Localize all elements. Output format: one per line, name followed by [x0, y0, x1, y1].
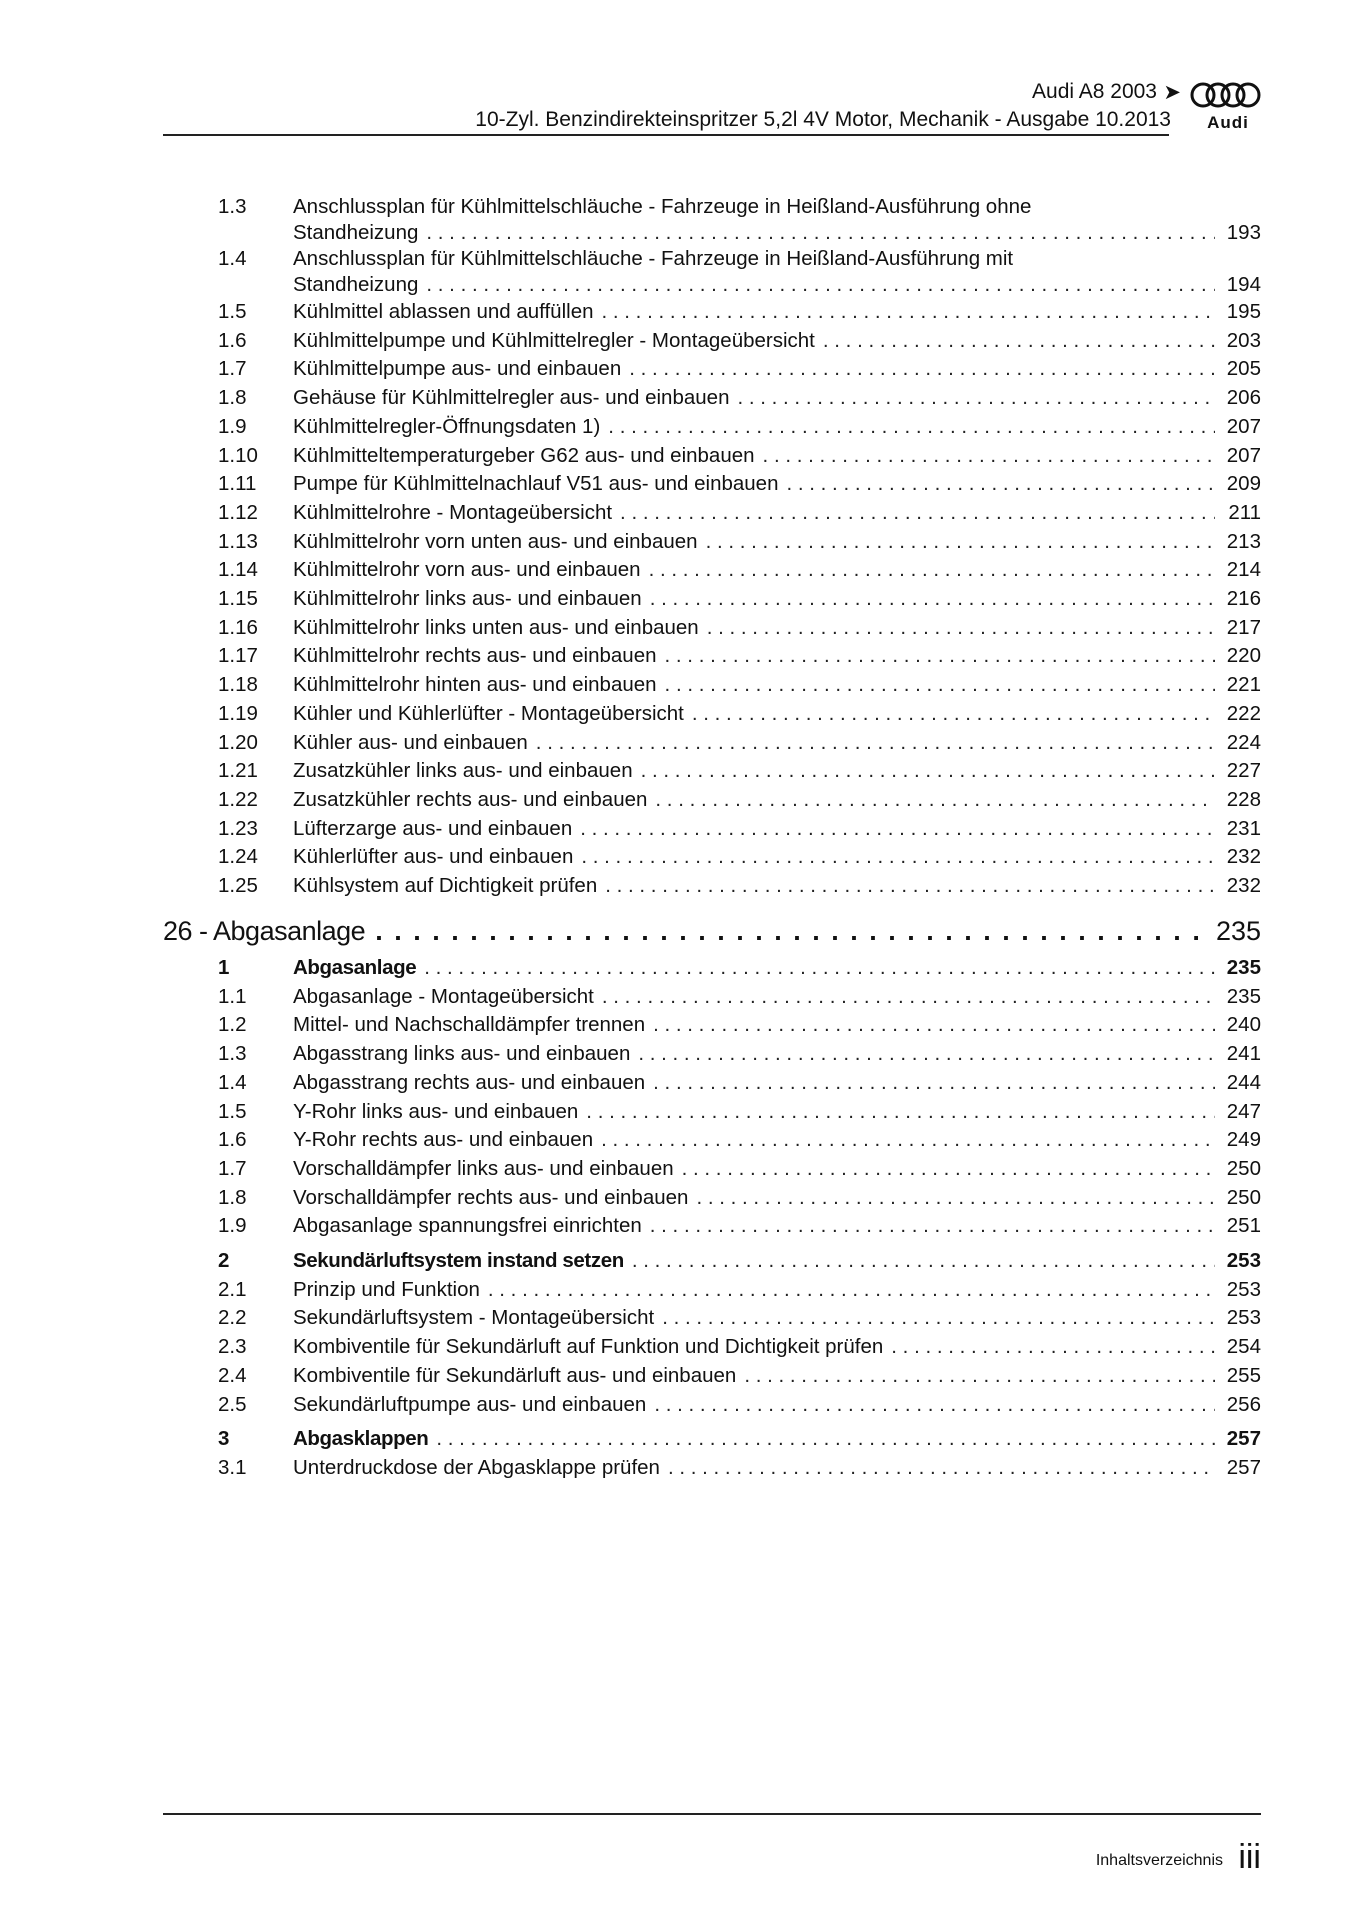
toc-entry-number: 1.20 [218, 730, 258, 754]
toc-entry[interactable] [0, 787, 1357, 813]
toc-entry[interactable] [0, 873, 1357, 899]
toc-entry[interactable] [0, 356, 1357, 382]
toc-entry[interactable] [0, 758, 1357, 784]
toc-entry-page: 256 [1226, 1392, 1261, 1416]
toc-leader-dots [786, 471, 1215, 497]
toc-chapter-title: 26 - Abgasanlage [163, 916, 366, 946]
toc-entry-number: 1.25 [218, 874, 258, 897]
toc-leader-dots [426, 220, 1215, 246]
toc-entry-title: Prinzip und Funktion [293, 1277, 480, 1301]
toc-entry-number: 1.7 [218, 1156, 247, 1180]
toc-leader-dots [602, 984, 1215, 1010]
toc-entry-title: Kühlmittelpumpe und Kühlmittelregler - Montageübersicht [293, 328, 815, 352]
toc-entry-number: 2.1 [218, 1277, 247, 1301]
toc-entry-line [293, 471, 1261, 497]
audi-rings-icon [1188, 80, 1268, 112]
toc-entry-page: 257 [1226, 1455, 1261, 1479]
toc-leader-dots [682, 1156, 1215, 1182]
toc-entry-title: Abgasanlage spannungsfrei einrichten [293, 1214, 642, 1238]
toc-entry-title: Gehäuse für Kühlmittelregler aus- und einbauen [293, 386, 730, 410]
toc-entry-page: 214 [1226, 558, 1261, 582]
toc-entry-title: Kühlmittelrohr links aus- und einbauen [293, 587, 642, 610]
toc-entry-page: 232 [1226, 845, 1261, 869]
toc-entry-number: 1.18 [218, 673, 258, 697]
toc-leader-dots [586, 1099, 1215, 1125]
toc-entry-line [293, 443, 1261, 469]
toc-entry-page: 235 [1226, 956, 1261, 979]
toc-entry-page: 254 [1226, 1335, 1261, 1359]
toc-entry-number: 1.3 [218, 195, 247, 218]
toc-entry[interactable] [0, 414, 1357, 440]
toc-entry-title: Pumpe für Kühlmittelnachlauf V51 aus- und einbauen [293, 472, 779, 496]
toc-leader-dots [436, 1426, 1215, 1452]
toc-entry-page: 207 [1226, 443, 1261, 467]
toc-leader-dots [665, 643, 1215, 669]
toc-entry-number: 1.17 [218, 644, 258, 668]
toc-entry-page: 241 [1226, 1042, 1261, 1066]
footer-page-number: iii [1238, 1838, 1261, 1876]
toc-entry-number: 1.10 [218, 443, 258, 467]
toc-entry[interactable] [0, 272, 1357, 298]
toc-entry-page: 232 [1226, 874, 1261, 897]
toc-entry-page: 257 [1226, 1427, 1261, 1451]
toc-entry-line [293, 1277, 1261, 1303]
toc-leader-dots [601, 1127, 1215, 1153]
toc-entry-line [293, 529, 1261, 555]
toc-entry[interactable] [0, 328, 1357, 354]
toc-entry[interactable] [0, 1041, 1357, 1067]
toc-entry[interactable] [0, 1277, 1357, 1303]
toc-entry[interactable] [0, 220, 1357, 246]
toc-entry-page: 222 [1226, 701, 1261, 725]
toc-entry-page: 255 [1226, 1363, 1261, 1387]
toc-entry-title: Kühlerlüfter aus- und einbauen [293, 845, 574, 869]
toc-entry[interactable] [0, 672, 1357, 698]
toc-entry-line [293, 844, 1261, 870]
toc-entry[interactable] [0, 730, 1357, 756]
toc-entry-number: 1.3 [218, 1042, 247, 1066]
toc-entry-page: 195 [1226, 300, 1261, 323]
toc-entry-line [293, 730, 1261, 756]
toc-entry[interactable] [0, 471, 1357, 497]
toc-entry-line [293, 984, 1261, 1010]
toc-entry-line [293, 586, 1261, 612]
toc-entry-line [293, 1185, 1261, 1211]
toc-entry-number: 1.24 [218, 845, 258, 869]
toc-entry-title: Lüfterzarge aus- und einbauen [293, 816, 573, 840]
toc-entry-line [293, 701, 1261, 727]
toc-entry-line [293, 955, 1261, 981]
toc-entry-line [293, 1248, 1261, 1274]
toc-entry-number: 1.22 [218, 787, 258, 811]
arrow-right-icon: ➤ [1163, 81, 1181, 104]
toc-leader-dots [692, 701, 1215, 727]
toc-entry-page: 251 [1226, 1214, 1261, 1238]
toc-leader-dots [608, 414, 1215, 440]
toc-leader-dots [426, 272, 1215, 298]
toc-entry-line [293, 1334, 1261, 1360]
toc-entry-title: Kühlmittelrohr rechts aus- und einbauen [293, 644, 657, 668]
toc-entry-number: 1.1 [218, 984, 247, 1008]
toc-entry[interactable] [0, 557, 1357, 583]
toc-entry[interactable] [0, 1213, 1357, 1239]
footer-label: Inhaltsverzeichnis [1095, 1852, 1223, 1869]
toc-entry-number: 1.4 [218, 1070, 247, 1094]
toc-entry-title: Kühlmittelrohr hinten aus- und einbauen [293, 673, 657, 697]
toc-entry-page: 213 [1226, 529, 1261, 553]
toc-entry-number: 1.16 [218, 615, 258, 639]
toc-entry-title: Abgasanlage - Montageübersicht [293, 984, 594, 1008]
toc-entry-line [293, 557, 1261, 583]
toc-entry-title: Standheizung [293, 221, 419, 244]
toc-leader-dots [891, 1334, 1215, 1360]
toc-entry-number: 1.12 [218, 500, 258, 524]
toc-entry-title-line: Anschlussplan für Kühlmittelschläuche - Fahrzeuge in Heißland-Ausführung ohne [293, 195, 1032, 218]
toc-entry[interactable] [0, 500, 1357, 526]
toc-entry-title: Kombiventile für Sekundärluft aus- und einbauen [293, 1363, 737, 1387]
toc-entry-number: 3 [218, 1427, 230, 1451]
toc-entry-title: Kühlmittelrohr vorn unten aus- und einbauen [293, 529, 698, 553]
toc-entry-number: 1.14 [218, 558, 258, 582]
toc-entry-line [293, 1213, 1261, 1239]
toc-leader-dots [823, 328, 1215, 354]
toc-entry-line [293, 385, 1261, 411]
toc-entry-title: Abgasstrang links aus- und einbauen [293, 1042, 631, 1066]
toc-entry-page: 244 [1226, 1070, 1261, 1094]
toc-entry-title: Unterdruckdose der Abgasklappe prüfen [293, 1455, 660, 1479]
toc-entry-number: 2.5 [218, 1392, 247, 1416]
toc-entry[interactable] [0, 1099, 1357, 1125]
toc-entry-line [293, 672, 1261, 698]
toc-entry-number: 2 [218, 1249, 230, 1272]
toc-entry-line [293, 1041, 1261, 1067]
toc-leader-dots [655, 787, 1215, 813]
toc-entry-title: Abgasklappen [293, 1427, 429, 1451]
toc-entry-page: 205 [1226, 357, 1261, 381]
toc-entry-number: 1 [218, 956, 230, 979]
toc-leader-dots [665, 672, 1215, 698]
toc-leader-dots [581, 844, 1215, 870]
toc-leader-dots [737, 385, 1215, 411]
toc-entry[interactable] [0, 1012, 1357, 1038]
toc-entry-number: 1.13 [218, 529, 258, 553]
toc-entry-page: 231 [1226, 816, 1261, 840]
toc-leader-dots [696, 1185, 1215, 1211]
toc-entry-title: Vorschalldämpfer rechts aus- und einbauen [293, 1185, 689, 1209]
toc-entry-title: Sekundärluftsystem instand setzen [293, 1249, 624, 1272]
toc-entry[interactable] [0, 1070, 1357, 1096]
toc-entry[interactable] [0, 1334, 1357, 1360]
toc-leader-dots [650, 1213, 1215, 1239]
audi-logo [1188, 80, 1268, 136]
toc-entry-title: Zusatzkühler rechts aus- und einbauen [293, 787, 648, 811]
toc-leader-dots [662, 1305, 1215, 1331]
toc-entry-title: Kühlmittelrohre - Montageübersicht [293, 500, 613, 524]
toc-entry-number: 1.15 [218, 587, 258, 610]
toc-entry-number: 2.3 [218, 1335, 247, 1359]
toc-entry-page: 253 [1226, 1306, 1261, 1330]
toc-entry-page: 250 [1226, 1185, 1261, 1209]
toc-entry-number: 1.6 [218, 1128, 247, 1152]
toc-entry-page: 220 [1226, 644, 1261, 668]
toc-entry-page: 216 [1226, 587, 1261, 610]
toc-entry-title: Zusatzkühler links aus- und einbauen [293, 759, 633, 783]
toc-entry-number: 1.19 [218, 701, 258, 725]
toc-entry-page: 253 [1226, 1249, 1261, 1272]
toc-chapter-line [163, 914, 1261, 948]
toc-leader-dots [602, 299, 1216, 325]
toc-leader-dots [649, 557, 1215, 583]
toc-entry[interactable] [0, 701, 1357, 727]
audi-logo-text: Audi [1207, 113, 1249, 132]
toc-entry-page: 211 [1228, 500, 1261, 524]
toc-leader-dots [632, 1248, 1215, 1274]
toc-entry-number: 1.9 [218, 1214, 247, 1238]
toc-entry-line [293, 1012, 1261, 1038]
toc-entry-line [293, 1426, 1261, 1452]
toc-entry-line [293, 414, 1261, 440]
toc-entry-number: 2.4 [218, 1363, 247, 1387]
toc-entry[interactable] [0, 1156, 1357, 1182]
toc-entry-page: 194 [1226, 273, 1261, 296]
toc-leader-dots [580, 816, 1215, 842]
toc-entry-title: Kühlmittelpumpe aus- und einbauen [293, 357, 622, 381]
toc-leader-dots [629, 356, 1215, 382]
toc-entry-number: 1.21 [218, 759, 258, 783]
toc-entry[interactable] [0, 615, 1357, 641]
toc-entry-line [293, 758, 1261, 784]
toc-entry-number: 1.5 [218, 1099, 247, 1123]
header-model: Audi A8 2003 [1032, 80, 1157, 103]
toc-entry-line [293, 787, 1261, 813]
header-rule [163, 134, 1169, 136]
toc-entry[interactable] [0, 586, 1357, 612]
toc-entry-title: Kühlsystem auf Dichtigkeit prüfen [293, 874, 598, 897]
toc-entry[interactable] [0, 844, 1357, 870]
toc-leader-dots [536, 730, 1215, 756]
toc-entry-page: 206 [1226, 386, 1261, 410]
toc-entry-title: Mittel- und Nachschalldämpfer trennen [293, 1013, 646, 1037]
toc-entry-page: 207 [1226, 414, 1261, 438]
toc-leader-dots [744, 1363, 1215, 1389]
toc-entry[interactable] [0, 443, 1357, 469]
toc-entry-page: 249 [1226, 1128, 1261, 1152]
toc-entry-number: 2.2 [218, 1306, 247, 1330]
toc-leader-dots [707, 615, 1215, 641]
toc-leader-dots [763, 443, 1215, 469]
toc-chapter-page: 235 [1215, 916, 1261, 946]
toc-entry-line [293, 816, 1261, 842]
toc-entry-title: Y-Rohr rechts aus- und einbauen [293, 1128, 594, 1152]
toc-entry-title: Kühlmittelrohr links unten aus- und einbauen [293, 615, 699, 639]
toc-entry-title: Kühlmittelregler-Öffnungsdaten 1) [293, 414, 601, 438]
toc-entry-line [293, 1156, 1261, 1182]
page-header [0, 0, 1357, 140]
toc-leader-dots [668, 1455, 1215, 1481]
toc-entry-page: 250 [1226, 1156, 1261, 1180]
toc-entry-line [293, 615, 1261, 641]
toc-entry[interactable] [0, 1426, 1357, 1452]
toc-entry-title: Standheizung [293, 273, 419, 296]
toc-chapter-heading[interactable] [0, 914, 1357, 948]
toc-entry-title: Kühlmittelrohr vorn aus- und einbauen [293, 558, 641, 582]
toc-entry-first-line[interactable] [0, 194, 1357, 220]
header-subtitle: 10-Zyl. Benzindirekteinspritzer 5,2l 4V Motor, Mechanik - Ausgabe 10.2013 [475, 108, 1171, 131]
toc-entry-line [293, 272, 1261, 298]
toc-entry-title: Kühlmitteltemperaturgeber G62 aus- und einbauen [293, 443, 755, 467]
toc-entry-title: Kühler aus- und einbauen [293, 730, 528, 754]
toc-entry-number: 1.4 [218, 247, 247, 270]
toc-entry-title: Kombiventile für Sekundärluft auf Funktion und Dichtigkeit prüfen [293, 1335, 884, 1359]
toc-entry-line [293, 1099, 1261, 1125]
toc-entry[interactable] [0, 385, 1357, 411]
toc-entry-number: 1.6 [218, 328, 247, 352]
toc-entry-page: 209 [1226, 472, 1261, 496]
toc-leader-dots [620, 500, 1215, 526]
toc-leader-dots [375, 914, 1206, 948]
toc-entry-line [293, 1070, 1261, 1096]
toc-entry-first-line[interactable] [0, 246, 1357, 272]
toc-entry[interactable] [0, 1305, 1357, 1331]
toc-entry[interactable] [0, 1363, 1357, 1389]
toc-entry-page: 235 [1226, 984, 1261, 1008]
toc-entry-number: 1.23 [218, 816, 258, 840]
toc-entry[interactable] [0, 1127, 1357, 1153]
toc-entry-page: 224 [1226, 730, 1261, 754]
toc-entry-line [293, 500, 1261, 526]
toc-entry-title: Sekundärluftpumpe aus- und einbauen [293, 1392, 647, 1416]
toc-leader-dots [653, 1012, 1215, 1038]
toc-entry-page: 253 [1226, 1277, 1261, 1301]
toc-entry-title-line: Anschlussplan für Kühlmittelschläuche - Fahrzeuge in Heißland-Ausführung mit [293, 247, 1014, 270]
toc-entry-title: Kühler und Kühlerlüfter - Montageübersicht [293, 701, 684, 725]
toc-entry-page: 193 [1226, 221, 1261, 244]
toc-entry-line [293, 1305, 1261, 1331]
toc-entry-line [293, 299, 1261, 325]
toc-entry-line [293, 220, 1261, 246]
toc-entry-number: 1.5 [218, 300, 247, 323]
toc-entry-line [293, 873, 1261, 899]
toc-leader-dots [488, 1277, 1215, 1303]
toc-entry[interactable] [0, 955, 1357, 981]
toc-entry-title: Y-Rohr links aus- und einbauen [293, 1099, 579, 1123]
toc-entry[interactable] [0, 1455, 1357, 1481]
toc-entry-page: 240 [1226, 1013, 1261, 1037]
toc-leader-dots [638, 1041, 1215, 1067]
toc-entry-line [293, 1455, 1261, 1481]
toc-entry-line [293, 1363, 1261, 1389]
toc-entry[interactable] [0, 529, 1357, 555]
toc-entry-number: 3.1 [218, 1455, 247, 1479]
toc-entry-number: 1.8 [218, 386, 247, 410]
toc-leader-dots [650, 586, 1215, 612]
toc-entry-page: 221 [1226, 673, 1261, 697]
toc-entry-title: Abgasstrang rechts aus- und einbauen [293, 1070, 646, 1094]
toc-leader-dots [605, 873, 1215, 899]
toc-entry-page: 227 [1226, 759, 1261, 783]
toc-entry[interactable] [0, 1185, 1357, 1211]
toc-entry-line [293, 643, 1261, 669]
toc-entry-title: Sekundärluftsystem - Montageübersicht [293, 1306, 655, 1330]
toc-entry-title: Vorschalldämpfer links aus- und einbauen [293, 1156, 674, 1180]
toc-entry-number: 1.8 [218, 1185, 247, 1209]
toc-entry[interactable] [0, 984, 1357, 1010]
toc-entry-line [293, 356, 1261, 382]
toc-leader-dots [424, 955, 1215, 981]
toc-entry-page: 228 [1226, 787, 1261, 811]
toc-entry-page: 203 [1226, 328, 1261, 352]
toc-entry[interactable] [0, 1248, 1357, 1274]
toc-entry-number: 1.11 [218, 472, 257, 496]
toc-leader-dots [641, 758, 1215, 784]
toc-entry-line [293, 328, 1261, 354]
toc-leader-dots [654, 1392, 1215, 1418]
toc-entry-line [293, 1127, 1261, 1153]
toc-leader-dots [706, 529, 1215, 555]
toc-entry-number: 1.2 [218, 1013, 247, 1037]
toc-entry[interactable] [0, 299, 1357, 325]
toc-entry[interactable] [0, 643, 1357, 669]
toc-entry[interactable] [0, 816, 1357, 842]
toc-entry-page: 217 [1226, 615, 1261, 639]
toc-entry-number: 1.7 [218, 357, 247, 381]
toc-leader-dots [653, 1070, 1215, 1096]
footer-rule [163, 1813, 1261, 1815]
toc-entry-number: 1.9 [218, 414, 247, 438]
toc-entry-title: Abgasanlage [293, 956, 417, 979]
toc-entry-page: 247 [1226, 1099, 1261, 1123]
toc-entry-title: Kühlmittel ablassen und auffüllen [293, 300, 594, 323]
toc-entry[interactable] [0, 1392, 1357, 1418]
toc-entry-line [293, 1392, 1261, 1418]
